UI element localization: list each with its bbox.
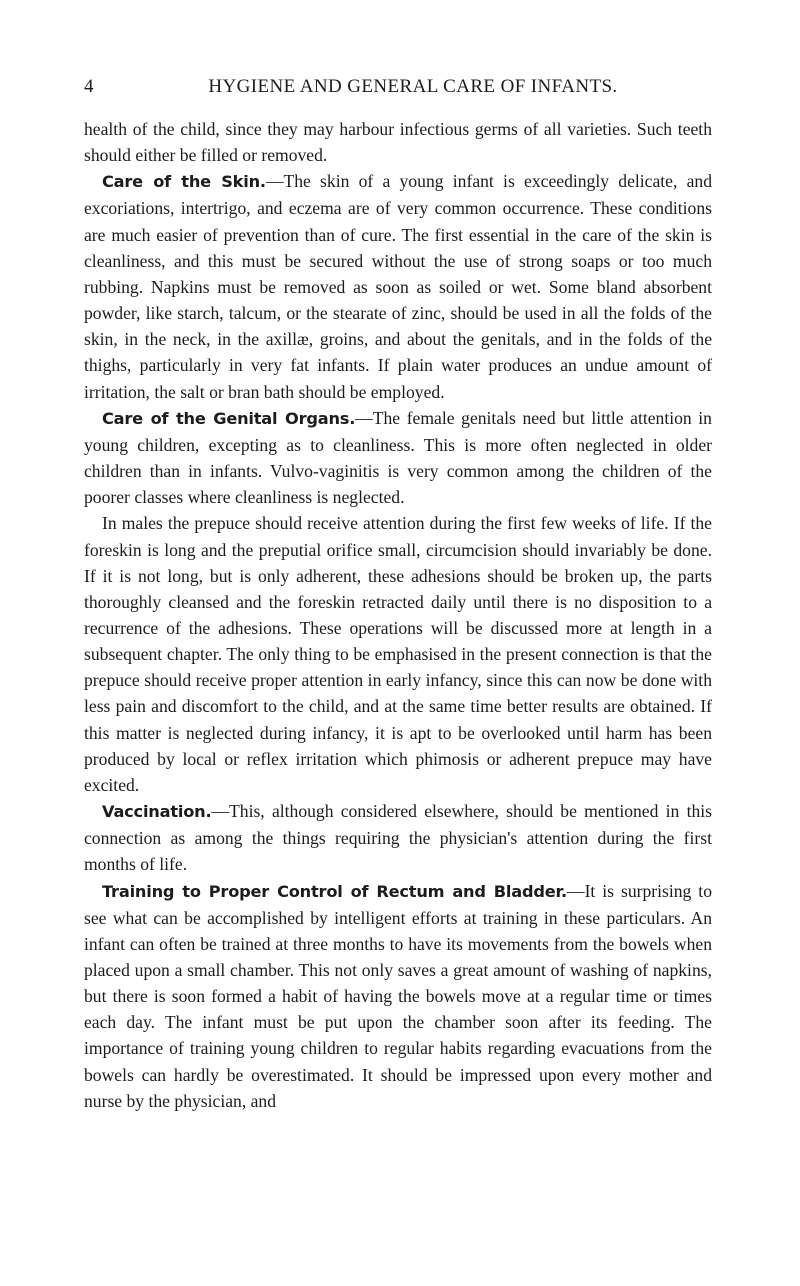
paragraph-text: health of the child, since they may harbour infectious germs of all varieties. Such teeth should either be filled or removed. [84,119,712,166]
body-text [84,116,712,1114]
running-head [84,76,712,102]
paragraph-continuation [84,116,712,168]
section-heading: Vaccination. [102,802,212,822]
section-heading: Care of the Skin. [102,172,266,192]
paragraph-text: —This, although considered elsewhere, should be mentioned in this connection as among the things requiring the physician's attention during the first months of life. [84,801,712,875]
section-heading: Training to Proper Control of Rectum and Bladder. [102,881,567,901]
paragraph-text: —The female genitals need but little attention in young children, excepting as to cleanliness. This is more often neglected in older children than in infants. Vulvo-vaginitis is very common among the children of the poorer classes where cleanliness is neglected. [84,407,712,508]
section-heading: Care of the Genital Organs. [102,408,356,428]
paragraph-training [84,878,712,1114]
running-title: HYGIENE AND GENERAL CARE OF INFANTS. [208,76,618,97]
paragraph-text: In males the prepuce should receive attention during the first few weeks of life. If the foreskin is long and the preputial orifice small, circumcision should invariably be done. If it is not long, but is only adherent, these adhesions should be broken up, the parts thoroughly cleansed and the foreskin retracted daily until there is no disposition to a recurrence of the adhesions. These operations will be discussed more at length in a subsequent chapter. The only thing to be emphasised in the present connection is that the prepuce should receive proper attention in early infancy, since this can now be done with less pain and discomfort to the child, and at the same time better results are obtained. If this matter is neglected during infancy, it is apt to be overlooked until harm has been produced by local or reflex irritation which phimosis or adherent prepuce may have excited. [84,513,712,795]
paragraph-males-prepuce [84,510,712,798]
paragraph-text: —It is surprising to see what can be accomplished by intelligent efforts at training in these particulars. An infant can often be trained at three months to have its movements from the bowels when placed upon a small chamber. This not only saves a great amount of washing of napkins, but there is soon formed a habit of having the bowels move at a regular time or times each day. The infant must be put upon the chamber soon after its feeding. The importance of training young children to regular habits regarding evacuations from the bowels can hardly be overestimated. It should be impressed upon every mother and nurse by the physician, and [84,880,712,1111]
page-number: 4 [84,76,94,97]
paragraph-text: —The skin of a young infant is exceedingly delicate, and excoriations, intertrigo, and eczema are of very common occurrence. These conditions are much easier of prevention than of cure. The first essential in the care of the skin is cleanliness, and this must be secured without the use of strong soaps or too much rubbing. Napkins must be removed as soon as soiled or wet. Some bland absorbent powder, like starch, talcum, or the stearate of zinc, should be used in all the folds of the skin, in the neck, in the axillæ, groins, and about the genitals, and in the folds of the thighs, particularly in very fat infants. If plain water produces an undue amount of irritation, the salt or bran bath should be employed. [84,171,713,402]
paragraph-vaccination [84,798,712,877]
paragraph-care-of-genital-organs [84,405,712,511]
paragraph-care-of-skin [84,168,712,404]
